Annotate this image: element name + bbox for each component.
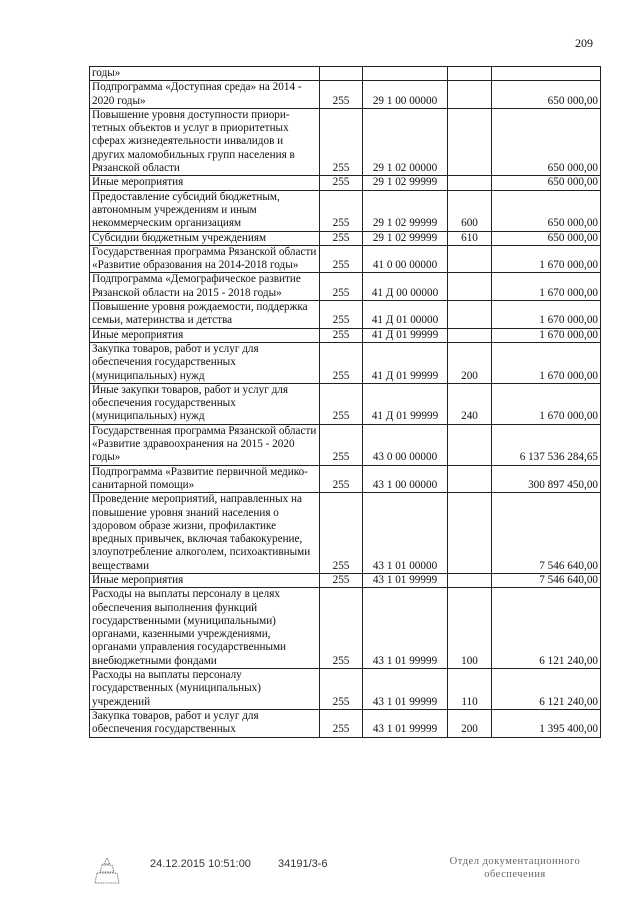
cell-code	[320, 67, 363, 81]
cell-sum: 1 670 000,00	[492, 301, 601, 329]
cell-vr: 610	[448, 231, 492, 245]
table-row	[90, 493, 601, 574]
cell-vr	[448, 465, 492, 493]
cell-name: Иные мероприятия	[90, 328, 320, 342]
cell-sum: 1 670 000,00	[492, 328, 601, 342]
cell-name: Государственная программа Рязанской области «Развитие образования на 2014-2018 годы»	[90, 245, 320, 273]
cell-name: Закупка товаров, работ и услуг для обеспечения государственных	[90, 709, 320, 737]
cell-sum: 650 000,00	[492, 176, 601, 190]
cell-name: Предоставление субсидий бюджетным, автономным учреждениям и иным некоммерческим организациям	[90, 190, 320, 231]
cell-name: Повышение уровня рождаемости, поддержка семьи, материнства и детства	[90, 301, 320, 329]
cell-name: Иные закупки товаров, работ и услуг для обеспечения государственных (муниципальных) нужд	[90, 383, 320, 424]
cell-sum: 650 000,00	[492, 190, 601, 231]
cell-vr	[448, 108, 492, 175]
footer-department-stamp	[440, 855, 590, 881]
cell-csr: 29 1 02 99999	[363, 176, 448, 190]
print-stamp-icon	[92, 856, 122, 886]
cell-code: 255	[320, 273, 363, 301]
table-row	[90, 176, 601, 190]
cell-code: 255	[320, 588, 363, 669]
cell-csr: 41 0 00 00000	[363, 245, 448, 273]
cell-csr: 41 Д 00 00000	[363, 273, 448, 301]
cell-sum: 6 121 240,00	[492, 588, 601, 669]
table-row	[90, 231, 601, 245]
cell-vr: 200	[448, 342, 492, 383]
footer-dept-line1: Отдел документационного	[449, 856, 581, 867]
cell-code: 255	[320, 424, 363, 465]
table-row	[90, 588, 601, 669]
table-row	[90, 190, 601, 231]
cell-csr: 41 Д 01 99999	[363, 383, 448, 424]
cell-name: Подпрограмма «Доступная среда» на 2014 - 2020 годы»	[90, 81, 320, 109]
cell-sum: 6 137 536 284,65	[492, 424, 601, 465]
budget-table-body	[90, 67, 601, 738]
table-row	[90, 108, 601, 175]
cell-csr	[363, 67, 448, 81]
table-row	[90, 67, 601, 81]
cell-vr	[448, 493, 492, 574]
cell-sum: 650 000,00	[492, 81, 601, 109]
cell-name: Подпрограмма «Демографическое развитие Рязанской области на 2015 - 2018 годы»	[90, 273, 320, 301]
table-row	[90, 424, 601, 465]
table-row	[90, 573, 601, 587]
cell-vr	[448, 424, 492, 465]
table-row	[90, 669, 601, 710]
cell-csr: 41 Д 01 99999	[363, 328, 448, 342]
cell-vr	[448, 273, 492, 301]
table-row	[90, 342, 601, 383]
table-row	[90, 328, 601, 342]
cell-name: Расходы на выплаты персоналу в целях обеспечения выполнения функций государственными (муниципальными) органами, казенными учреждениями, органами управления государственными внебюджетными фондами	[90, 588, 320, 669]
cell-code: 255	[320, 108, 363, 175]
cell-csr: 43 0 00 00000	[363, 424, 448, 465]
cell-csr: 41 Д 01 00000	[363, 301, 448, 329]
cell-sum: 300 897 450,00	[492, 465, 601, 493]
cell-sum: 1 395 400,00	[492, 709, 601, 737]
cell-csr: 29 1 02 99999	[363, 190, 448, 231]
cell-vr	[448, 301, 492, 329]
cell-sum: 1 670 000,00	[492, 245, 601, 273]
cell-csr: 43 1 01 99999	[363, 669, 448, 710]
cell-csr: 29 1 02 99999	[363, 231, 448, 245]
cell-code: 255	[320, 465, 363, 493]
cell-name: Подпрограмма «Развитие первичной медико-санитарной помощи»	[90, 465, 320, 493]
footer-dept-line2: обеспечения	[484, 869, 546, 880]
cell-sum: 7 546 640,00	[492, 493, 601, 574]
cell-name: Государственная программа Рязанской области «Развитие здравоохранения на 2015 - 2020 годы»	[90, 424, 320, 465]
budget-table	[89, 66, 601, 738]
cell-csr: 43 1 01 00000	[363, 493, 448, 574]
cell-sum	[492, 67, 601, 81]
cell-sum: 6 121 240,00	[492, 669, 601, 710]
cell-code: 255	[320, 328, 363, 342]
cell-code: 255	[320, 669, 363, 710]
cell-vr	[448, 328, 492, 342]
table-row	[90, 81, 601, 109]
cell-name: Расходы на выплаты персоналу государственных (муниципальных) учреждений	[90, 669, 320, 710]
table-row	[90, 245, 601, 273]
cell-code: 255	[320, 81, 363, 109]
cell-vr: 100	[448, 588, 492, 669]
cell-sum: 1 670 000,00	[492, 273, 601, 301]
cell-vr	[448, 245, 492, 273]
cell-vr: 110	[448, 669, 492, 710]
table-row	[90, 465, 601, 493]
cell-code: 255	[320, 573, 363, 587]
cell-code: 255	[320, 709, 363, 737]
cell-code: 255	[320, 493, 363, 574]
cell-code: 255	[320, 342, 363, 383]
cell-vr: 200	[448, 709, 492, 737]
cell-csr: 43 1 01 99999	[363, 573, 448, 587]
cell-csr: 43 1 01 99999	[363, 709, 448, 737]
cell-vr	[448, 176, 492, 190]
cell-code: 255	[320, 231, 363, 245]
cell-name: Иные мероприятия	[90, 176, 320, 190]
cell-vr	[448, 81, 492, 109]
cell-csr: 43 1 00 00000	[363, 465, 448, 493]
cell-vr	[448, 67, 492, 81]
cell-csr: 43 1 01 99999	[363, 588, 448, 669]
cell-code: 255	[320, 383, 363, 424]
cell-sum: 1 670 000,00	[492, 342, 601, 383]
cell-name: Закупка товаров, работ и услуг для обеспечения государственных (муниципальных) нужд	[90, 342, 320, 383]
cell-code: 255	[320, 190, 363, 231]
cell-sum: 650 000,00	[492, 108, 601, 175]
cell-vr: 240	[448, 383, 492, 424]
footer-datetime: 24.12.2015 10:51:00	[150, 858, 251, 870]
cell-csr: 41 Д 01 99999	[363, 342, 448, 383]
table-row	[90, 301, 601, 329]
table-row	[90, 709, 601, 737]
table-row	[90, 383, 601, 424]
footer-doc-number: 34191/3-6	[278, 858, 328, 870]
cell-sum: 650 000,00	[492, 231, 601, 245]
cell-code: 255	[320, 301, 363, 329]
cell-name: Проведение мероприятий, направленных на повышение уровня знаний населения о здоровом образе жизни, профилактике вредных привычек, включая табакокурение, злоупотребление алкоголем, психоактивными веществами	[90, 493, 320, 574]
page-number: 209	[575, 36, 593, 50]
table-row	[90, 273, 601, 301]
cell-name: годы»	[90, 67, 320, 81]
cell-csr: 29 1 02 00000	[363, 108, 448, 175]
cell-name: Иные мероприятия	[90, 573, 320, 587]
cell-code: 255	[320, 245, 363, 273]
cell-vr	[448, 573, 492, 587]
cell-name: Субсидии бюджетным учреждениям	[90, 231, 320, 245]
cell-code: 255	[320, 176, 363, 190]
cell-sum: 1 670 000,00	[492, 383, 601, 424]
cell-csr: 29 1 00 00000	[363, 81, 448, 109]
cell-vr: 600	[448, 190, 492, 231]
cell-name: Повышение уровня доступности приори-тетных объектов и услуг в приоритетных сферах жизнедеятельности инвалидов и других маломобильных групп населения в Рязанской области	[90, 108, 320, 175]
cell-sum: 7 546 640,00	[492, 573, 601, 587]
